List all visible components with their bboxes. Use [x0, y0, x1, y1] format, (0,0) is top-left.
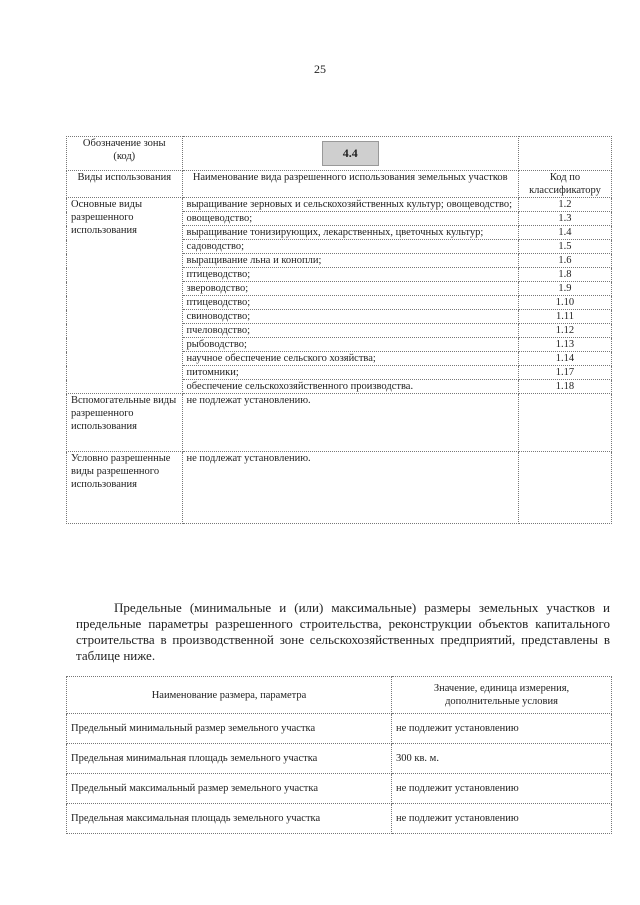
param-value: не подлежит установлению	[392, 774, 612, 804]
usage-code: 1.4	[518, 226, 611, 240]
usage-name: научное обеспечение сельского хозяйства;	[182, 352, 518, 366]
usage-name: питомники;	[182, 366, 518, 380]
header-row	[67, 677, 612, 714]
cond-value: не подлежат установлению.	[182, 452, 518, 524]
table-row	[67, 198, 612, 212]
usage-code: 1.8	[518, 268, 611, 282]
usage-name: обеспечение сельскохозяйственного производства.	[182, 380, 518, 394]
usage-code: 1.5	[518, 240, 611, 254]
param-value: не подлежит установлению	[392, 714, 612, 744]
limits-paragraph: Предельные (минимальные и (или) максимальные) размеры земельных участков и предельные параметры разрешенного строительства, реконструкции объектов капитального строительства в производственной зоне сельскохозяйственных предприятий, представлены в таблице ниже.	[76, 600, 610, 663]
zone-label: Обозначение зоны (код)	[67, 137, 183, 171]
usage-name: свиноводство;	[182, 310, 518, 324]
param-name: Предельный минимальный размер земельного участка	[67, 714, 392, 744]
cond-row	[67, 452, 612, 524]
usage-name: овощеводство;	[182, 212, 518, 226]
table-row	[67, 714, 612, 744]
param-value: не подлежит установлению	[392, 804, 612, 834]
main-label: Основные виды разрешенного использования	[67, 198, 183, 394]
usage-name: пчеловодство;	[182, 324, 518, 338]
usage-code: 1.11	[518, 310, 611, 324]
usage-code: 1.2	[518, 198, 611, 212]
usage-code: 1.13	[518, 338, 611, 352]
header-row	[67, 171, 612, 198]
header-param-value: Значение, единица измерения, дополнительные условия	[392, 677, 612, 714]
aux-row	[67, 394, 612, 452]
usage-code: 1.6	[518, 254, 611, 268]
table-row	[67, 804, 612, 834]
size-params-table	[66, 676, 612, 834]
param-name: Предельная минимальная площадь земельного участка	[67, 744, 392, 774]
usage-code: 1.18	[518, 380, 611, 394]
usage-code: 1.17	[518, 366, 611, 380]
usage-code: 1.3	[518, 212, 611, 226]
aux-label: Вспомогательные виды разрешенного использования	[67, 394, 183, 452]
header-name: Наименование вида разрешенного использования земельных участков	[182, 171, 518, 198]
param-name: Предельный максимальный размер земельного участка	[67, 774, 392, 804]
table-row	[67, 744, 612, 774]
zone-code: 4.4	[322, 141, 379, 166]
usage-name: птицеводство;	[182, 268, 518, 282]
usage-name: выращивание зерновых и сельскохозяйственных культур; овощеводство;	[182, 198, 518, 212]
param-value: 300 кв. м.	[392, 744, 612, 774]
usage-name: рыбоводство;	[182, 338, 518, 352]
zone-usage-table	[66, 136, 612, 524]
usage-code: 1.10	[518, 296, 611, 310]
header-code: Код по классификатору	[518, 171, 611, 198]
header-param-name: Наименование размера, параметра	[67, 677, 392, 714]
aux-value: не подлежат установлению.	[182, 394, 518, 452]
param-name: Предельная максимальная площадь земельного участка	[67, 804, 392, 834]
header-types: Виды использования	[67, 171, 183, 198]
usage-code: 1.14	[518, 352, 611, 366]
usage-name: звероводство;	[182, 282, 518, 296]
page-number: 25	[314, 62, 326, 76]
usage-name: птицеводство;	[182, 296, 518, 310]
usage-name: выращивание тонизирующих, лекарственных, цветочных культур;	[182, 226, 518, 240]
zone-code-row	[67, 137, 612, 171]
table-row	[67, 774, 612, 804]
usage-code: 1.12	[518, 324, 611, 338]
usage-name: выращивание льна и конопли;	[182, 254, 518, 268]
usage-code: 1.9	[518, 282, 611, 296]
cond-label: Условно разрешенные виды разрешенного использования	[67, 452, 183, 524]
usage-name: садоводство;	[182, 240, 518, 254]
